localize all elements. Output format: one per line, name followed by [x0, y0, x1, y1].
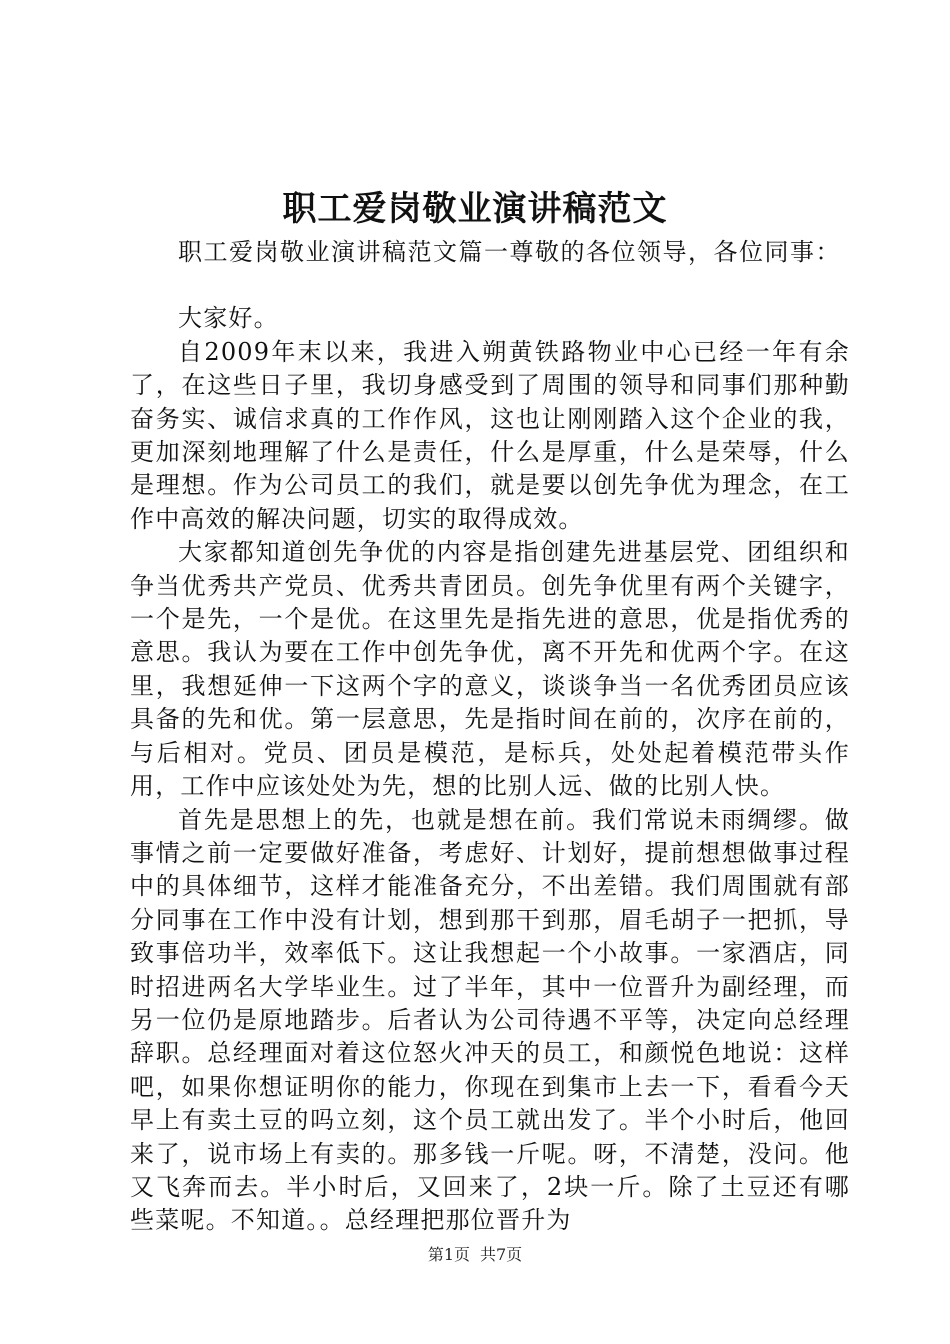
paragraph: 自2009年末以来，我进入朔黄铁路物业中心已经一年有余了，在这些日子里，我切身感受到了周围的领导和同事们那种勤奋务实、诚信求真的工作作风，这也让刚刚踏入这个企业的我，更加深刻地理解了什么是责任，什么是厚重，什么是荣辱，什么是理想。作为公司员工的我们，就是要以创先争优为理念，在工作中高效的解决问题，切实的取得成效。 — [130, 337, 850, 533]
page-number-current: 第1页 — [427, 1245, 470, 1264]
document-title: 职工爱岗敬业演讲稿范文 — [282, 189, 668, 229]
document-body — [130, 236, 850, 1238]
paragraph-subtitle: 职工爱岗敬业演讲稿范文篇一尊敬的各位领导，各位同事： — [178, 238, 841, 266]
paragraph: 首先是思想上的先，也就是想在前。我们常说未雨绸缪。做事情之前一定要做好准备，考虑好、计划好，提前想想做事过程中的具体细节，这样才能准备充分，不出差错。我们周围就有部分同事在工作中没有计划，想到那干到那，眉毛胡子一把抓，导致事倍功半，效率低下。这让我想起一个小故事。一家酒店，同时招进两名大学毕业生。过了半年，其中一位晋升为副经理，而另一位仍是原地踏步。后者认为公司待遇不平等，决定向总经理辞职。总经理面对着这位怒火冲天的员工，和颜悦色地说：这样吧，如果你想证明你的能力，你现在到集市上去一下，看看今天早上有卖土豆的吗立刻，这个员工就出发了。半个小时后，他回来了，说市场上有卖的。那多钱一斤呢。呀，不清楚，没问。他又飞奔而去。半小时后，又回来了，2块一斤。除了土豆还有哪些菜呢。不知道。。总经理把那位晋升为 — [130, 805, 850, 1235]
page-footer — [0, 1244, 950, 1266]
paragraph: 大家都知道创先争优的内容是指创建先进基层党、团组织和争当优秀共产党员、优秀共青团员。创先争优里有两个关键字，一个是先，一个是优。在这里先是指先进的意思，优是指优秀的意思。我认为要在工作中创先争优，离不开先和优两个字。在这里，我想延伸一下这两个字的意义，谈谈争当一名优秀团员应该具备的先和优。第一层意思，先是指时间在前的，次序在前的，与后相对。党员、团员是模范，是标兵，处处起着模范带头作用，工作中应该处处为先，想的比别人远、做的比别人快。 — [130, 538, 850, 801]
paragraph-greeting: 大家好。 — [178, 304, 279, 333]
page-number-total: 共7页 — [480, 1245, 523, 1264]
